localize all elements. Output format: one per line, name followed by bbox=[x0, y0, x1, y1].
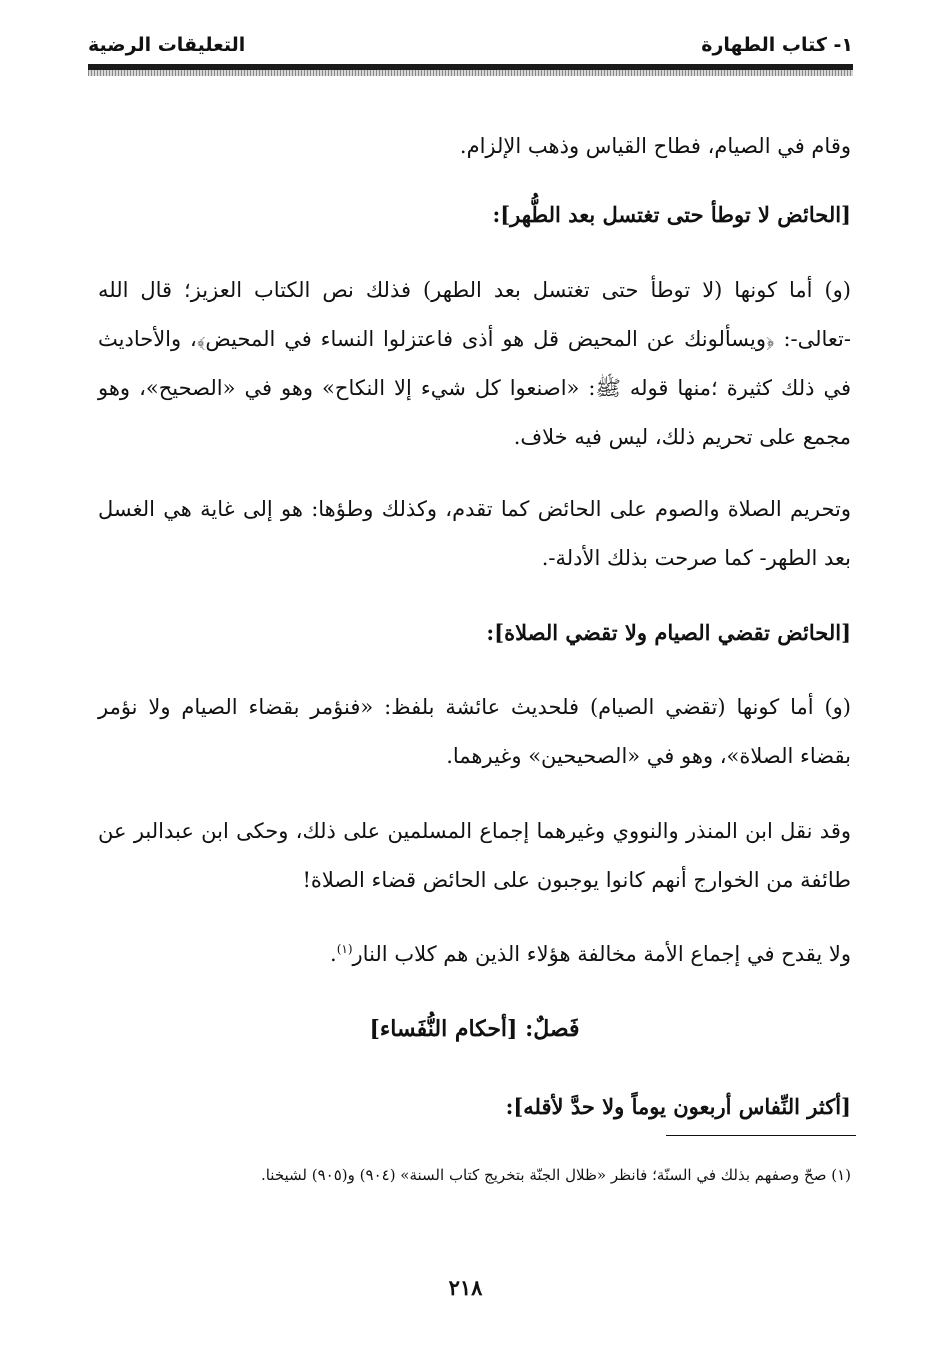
footnote-rule bbox=[666, 1135, 856, 1136]
chapter-heading-nifas: فَصلٌ: [أحكام النُّفَساء] bbox=[369, 1016, 580, 1042]
footnote: (١) صحّ وصفهم بذلك في السنّة؛ فانظر «ظلال الجنّة بتخريج كتاب السنة» (٩٠٤) و(٩٠٥) لشيخنا. bbox=[260, 1166, 851, 1184]
paragraph-2: (و) أما كونها (لا توطأ حتى تغتسل بعد الطهر) فذلك نص الكتاب العزيز؛ قال الله -تعالى-: ﴿ويسألونك عن المحيض قل هو أذى فاعتزلوا النساء في المحيض﴾، والأحاديث في ذلك كثيرة ؛منها قوله ﷺ: «اصنعوا كل شيء إلا النكاح» وهو في «الصحيح»، وهو مجمع على تحريم ذلك، ليس فيه خلاف. bbox=[98, 278, 851, 449]
paragraph-6-end: . bbox=[330, 942, 337, 966]
heading-menstruating-intercourse: [الحائض لا توطأ حتى تغتسل بعد الطُّهر]: bbox=[492, 202, 851, 227]
page-number: ٢١٨ bbox=[448, 1275, 483, 1300]
paragraph-6-text: ولا يقدح في إجماع الأمة مخالفة هؤلاء الذين هم كلاب النار bbox=[352, 942, 851, 966]
header-section-title: ١- كتاب الطهارة bbox=[701, 34, 853, 56]
paragraph-5: وقد نقل ابن المنذر والنووي وغيرهما إجماع المسلمين على ذلك، وحكى ابن عبدالبر عن طائفة من الخوارج أنهم كانوا يوجبون على الحائض قضاء الصلاة! bbox=[98, 819, 851, 892]
paragraph-6 bbox=[98, 930, 851, 979]
paragraph-4: (و) أما كونها (تقضي الصيام) فلحديث عائشة بلفظ: «فنؤمر بقضاء الصيام ولا نؤمر بقضاء الصلاة»، وهو في «الصحيحين» وغيرهما. bbox=[98, 695, 851, 768]
footnote-marker: (١) bbox=[336, 942, 353, 956]
header-book-title: التعليقات الرضية bbox=[88, 34, 246, 56]
paragraph-1: وقام في الصيام، فطاح القياس وذهب الإلزام. bbox=[459, 134, 851, 158]
running-header bbox=[88, 30, 853, 64]
heading-max-nifas: [أكثر النِّفاس أربعون يوماً ولا حدَّ لأقله]: bbox=[505, 1094, 851, 1119]
heading-make-up-fasting: [الحائض تقضي الصيام ولا تقضي الصلاة]: bbox=[486, 620, 851, 645]
header-rule-shading bbox=[88, 70, 853, 76]
paragraph-3: وتحريم الصلاة والصوم على الحائض كما تقدم، وكذلك وطؤها: هو إلى غاية هي الغسل بعد الطهر- كما صرحت بذلك الأدلة-. bbox=[98, 497, 851, 570]
